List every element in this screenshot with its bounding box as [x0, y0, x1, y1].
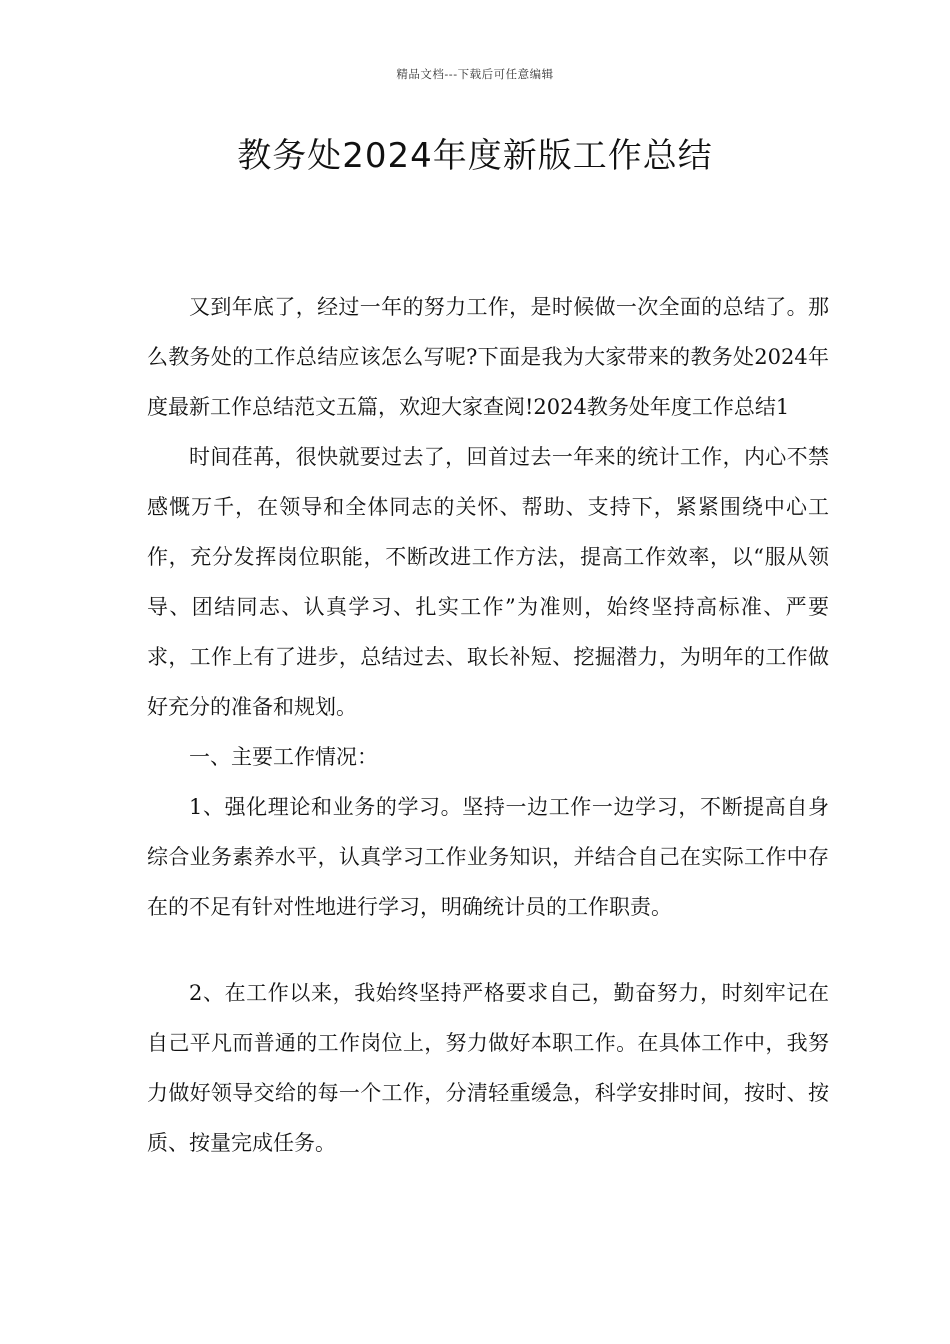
- header-note: 精品文档---下载后可任意编辑: [396, 67, 554, 81]
- section-heading-main-work: 一、主要工作情况：: [189, 745, 378, 769]
- paragraph-intro: 又到年底了，经过一年的努力工作，是时候做一次全面的总结了。那么教务处的工作总结应该怎么写呢?下面是我为大家带来的教务处2024年度最新工作总结范文五篇，欢迎大家查阅!2024教务处年度工作总结1: [147, 295, 829, 419]
- paragraph-item-1: 1、强化理论和业务的学习。坚持一边工作一边学习，不断提高自身综合业务素养水平，认真学习工作业务知识，并结合自己在实际工作中存在的不足有针对性地进行学习，明确统计员的工作职责。: [147, 795, 829, 919]
- document-body: [147, 282, 829, 1168]
- document-title: 教务处2024年度新版工作总结: [237, 136, 713, 176]
- paragraph-review: 时间荏苒，很快就要过去了，回首过去一年来的统计工作，内心不禁感慨万千，在领导和全体同志的关怀、帮助、支持下，紧紧围绕中心工作，充分发挥岗位职能，不断改进工作方法，提高工作效率，以“服从领导、团结同志、认真学习、扎实工作”为准则，始终坚持高标准、严要求，工作上有了进步，总结过去、取长补短、挖掘潜力，为明年的工作做好充分的准备和规划。: [147, 445, 829, 719]
- paragraph-item-2: 2、在工作以来，我始终坚持严格要求自己，勤奋努力，时刻牢记在自己平凡而普通的工作岗位上，努力做好本职工作。在具体工作中，我努力做好领导交给的每一个工作，分清轻重缓急，科学安排时间，按时、按质、按量完成任务。: [147, 981, 829, 1155]
